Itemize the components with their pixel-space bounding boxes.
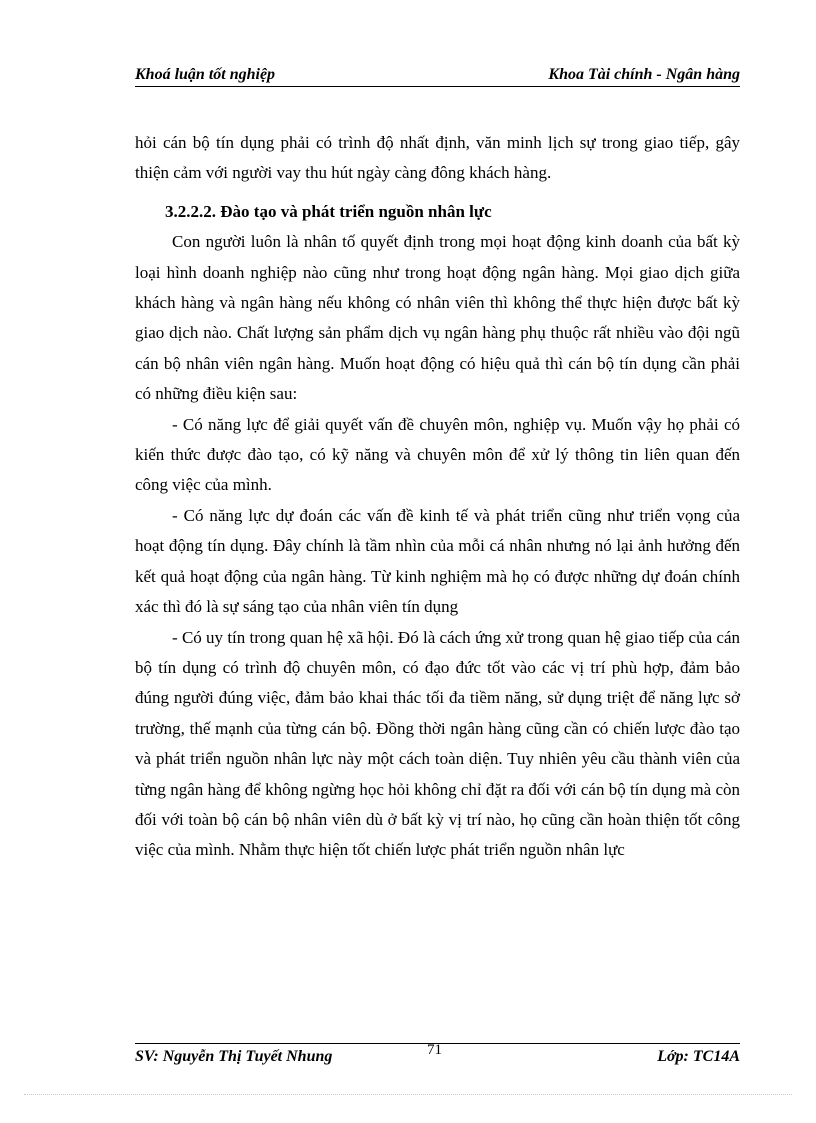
paragraph-item-1: - Có năng lực để giải quyết vấn đề chuyên môn, nghiệp vụ. Muốn vậy họ phải có kiến thức được đào tạo, có kỹ năng và chuyên môn để xử lý thông tin liên quan đến công việc của mình.	[135, 414, 740, 495]
paragraph-item-3: - Có uy tín trong quan hệ xã hội. Đó là cách ứng xử trong quan hệ giao tiếp của cán bộ tín dụng có trình độ chuyên môn, có đạo đức tốt vào các vị trí phù hợp, đảm bảo đúng người đúng việc, đảm bảo khai thác tối đa tiềm năng, sử dụng triệt để năng lực sở trường, thế mạnh của từng cán bộ. Đồng thời ngân hàng cũng cần có chiến lược đào tạo và phát triển nguồn nhân lực này một cách toàn diện. Tuy nhiên yêu cầu thành viên của từng ngân hàng để không ngừng học hỏi không chỉ đặt ra đối với cán bộ tín dụng mà còn đối với toàn bộ cán bộ nhân viên dù ở bất kỳ vị trí nào, họ cũng cần hoàn thiện tốt công việc của mình. Nhằm thực hiện tốt chiến lược phát triển nguồn nhân lực	[135, 627, 740, 860]
page-bottom-dotted-divider	[24, 1094, 792, 1095]
body-text	[135, 128, 740, 866]
page-header	[135, 64, 740, 87]
page-number: 71	[427, 1042, 442, 1058]
footer-student-name: SV: Nguyễn Thị Tuyết Nhung	[135, 1048, 333, 1065]
header-faculty: Khoa Tài chính - Ngân hàng	[548, 66, 740, 83]
header-thesis-title: Khoá luận tốt nghiệp	[135, 66, 276, 83]
paragraph-continued: hỏi cán bộ tín dụng phải có trình độ nhất định, văn minh lịch sự trong giao tiếp, gây thiện cảm với người vay thu hút ngày càng đông khách hàng.	[135, 133, 740, 183]
paragraph-item-2: - Có năng lực dự đoán các vấn đề kinh tế và phát triển cũng như triển vọng của hoạt động tín dụng. Đây chính là tầm nhìn của mỗi cá nhân nhưng nó lại ảnh hưởng đến kết quả hoạt động của ngân hàng. Từ kinh nghiệm mà họ có được những dự đoán chính xác thì đó là sự sáng tạo của nhân viên tín dụng	[135, 505, 740, 617]
page-footer	[135, 1042, 740, 1070]
paragraph-intro: Con người luôn là nhân tố quyết định trong mọi hoạt động kinh doanh của bất kỳ loại hình doanh nghiệp nào cũng như trong hoạt động ngân hàng. Mọi giao dịch giữa khách hàng và ngân hàng nếu không có nhân viên thì không thể thực hiện được bất kỳ giao dịch nào. Chất lượng sản phẩm dịch vụ ngân hàng phụ thuộc rất nhiều vào đội ngũ cán bộ nhân viên ngân hàng. Muốn hoạt động có hiệu quả thì cán bộ tín dụng cần phải có những điều kiện sau:	[135, 232, 740, 404]
footer-class: Lớp: TC14A	[657, 1048, 740, 1065]
section-heading: 3.2.2.2. Đào tạo và phát triển nguồn nhân lực	[165, 201, 492, 221]
